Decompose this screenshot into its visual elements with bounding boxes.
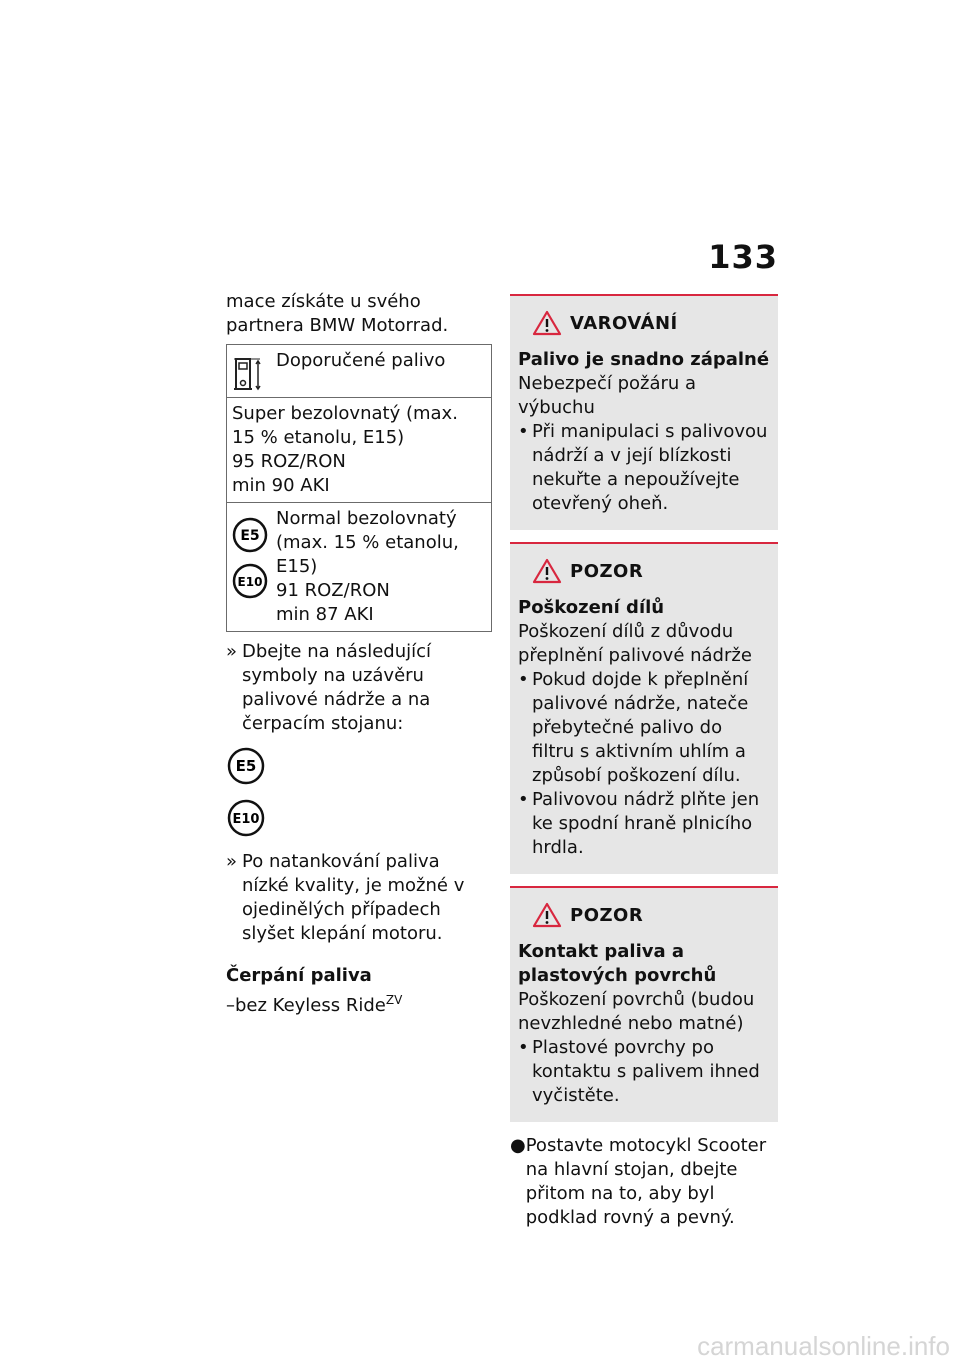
right-column <box>510 294 778 1230</box>
super-fuel-line: 95 ROZ/RON <box>232 451 346 472</box>
svg-text:E10: E10 <box>237 575 263 589</box>
caution-title: POZOR <box>570 904 644 926</box>
fuel-pump-icon <box>232 353 264 393</box>
caution-text: Poškození dílů z důvodu přeplnění palivové nádrže <box>518 621 752 666</box>
bullet-mark: • <box>518 789 529 810</box>
list-item <box>518 668 770 788</box>
step-mark: ● <box>510 1135 526 1156</box>
bullet-text: Pokud dojde k přeplnění palivové nádrže, nateče přebytečné palivo do filtru s aktivním uhlím a způsobí poškození dílu. <box>532 669 749 786</box>
e10-badge-icon <box>226 798 266 838</box>
instruction-text: Dbejte na následující symboly na uzávěru palivové nádrže a na čerpacím stojanu: <box>242 641 431 734</box>
bullet-mark: • <box>518 421 529 442</box>
svg-text:E10: E10 <box>232 812 260 827</box>
table-row <box>227 398 492 503</box>
step-text: Postavte motocykl Scooter na hlavní stojan, dbejte přitom na to, aby byl podklad rovný a pevný. <box>525 1135 767 1228</box>
section-subtitle <box>226 988 492 1018</box>
instruction-text: Po natankování paliva nízké kvality, je možné v ojedinělých případech slyšet klepání motoru. <box>242 851 465 944</box>
warning-title: VAROVÁNÍ <box>570 312 678 334</box>
caution-box <box>510 542 778 874</box>
super-fuel-line: min 90 AKI <box>232 475 330 496</box>
fuel-table <box>226 344 492 632</box>
warning-text: Nebezpečí požáru a výbuchu <box>518 373 697 418</box>
intro-text: mace získáte u svého partnera BMW Motorrad. <box>226 291 449 336</box>
normal-fuel-line: min 87 AKI <box>276 604 374 625</box>
caution-subject: Kontakt paliva a plastových povrchů <box>518 941 717 986</box>
warning-triangle-icon <box>532 310 562 336</box>
page-number: 133 <box>708 238 778 276</box>
normal-fuel-line: E15) <box>276 556 318 577</box>
list-item <box>518 420 770 516</box>
super-fuel-line: 15 % etanolu, E15) <box>232 427 405 448</box>
e10-badge-icon <box>232 563 268 599</box>
bullet-text: Při manipulaci s palivovou nádrží a v její blízkosti nekuřte a nepoužívejte otevřený oheň. <box>532 421 768 514</box>
caution-subject: Poškození dílů <box>518 597 665 618</box>
instruction-item <box>226 850 492 946</box>
normal-fuel-line: 91 ROZ/RON <box>276 580 390 601</box>
bullet-text: Palivovou nádrž plňte jen ke spodní hraně plnicího hrdla. <box>532 789 760 858</box>
watermark: carmanualsonline.info <box>697 1331 950 1361</box>
section-subtitle-text: –bez Keyless Ride <box>226 995 386 1016</box>
warning-box <box>510 294 778 530</box>
section-title: Čerpání paliva <box>226 965 372 986</box>
table-row <box>227 345 492 398</box>
caution-title: POZOR <box>570 560 644 582</box>
e5-badge-icon <box>232 517 268 553</box>
bullet-mark: • <box>518 1037 529 1058</box>
step-item <box>510 1134 778 1230</box>
arrow-mark: » <box>226 641 238 662</box>
left-column <box>226 290 492 1018</box>
warning-subject: Palivo je snadno zápalné <box>518 349 770 370</box>
bullet-text: Plastové povrchy po kontaktu s palivem ihned vyčistěte. <box>532 1037 760 1106</box>
svg-text:E5: E5 <box>240 528 260 544</box>
super-fuel-line: Super bezolovnatý (max. <box>232 403 458 424</box>
table-header: Doporučené palivo <box>276 350 446 371</box>
caution-text: Poškození povrchů (budou nevzhledné nebo matné) <box>518 989 755 1034</box>
fuel-symbols <box>226 746 492 838</box>
normal-fuel-line: Normal bezolovnatý <box>276 508 457 529</box>
warning-triangle-icon <box>532 902 562 928</box>
normal-fuel-line: (max. 15 % etanolu, <box>276 532 459 553</box>
table-row <box>227 503 492 632</box>
warning-triangle-icon <box>532 558 562 584</box>
section-superscript: ZV <box>385 993 403 1007</box>
svg-text:E5: E5 <box>235 757 257 775</box>
bullet-mark: • <box>518 669 529 690</box>
e5-badge-icon <box>226 746 266 786</box>
caution-box <box>510 886 778 1122</box>
arrow-mark: » <box>226 851 238 872</box>
list-item <box>518 1036 770 1108</box>
instruction-item <box>226 640 492 736</box>
list-item <box>518 788 770 860</box>
